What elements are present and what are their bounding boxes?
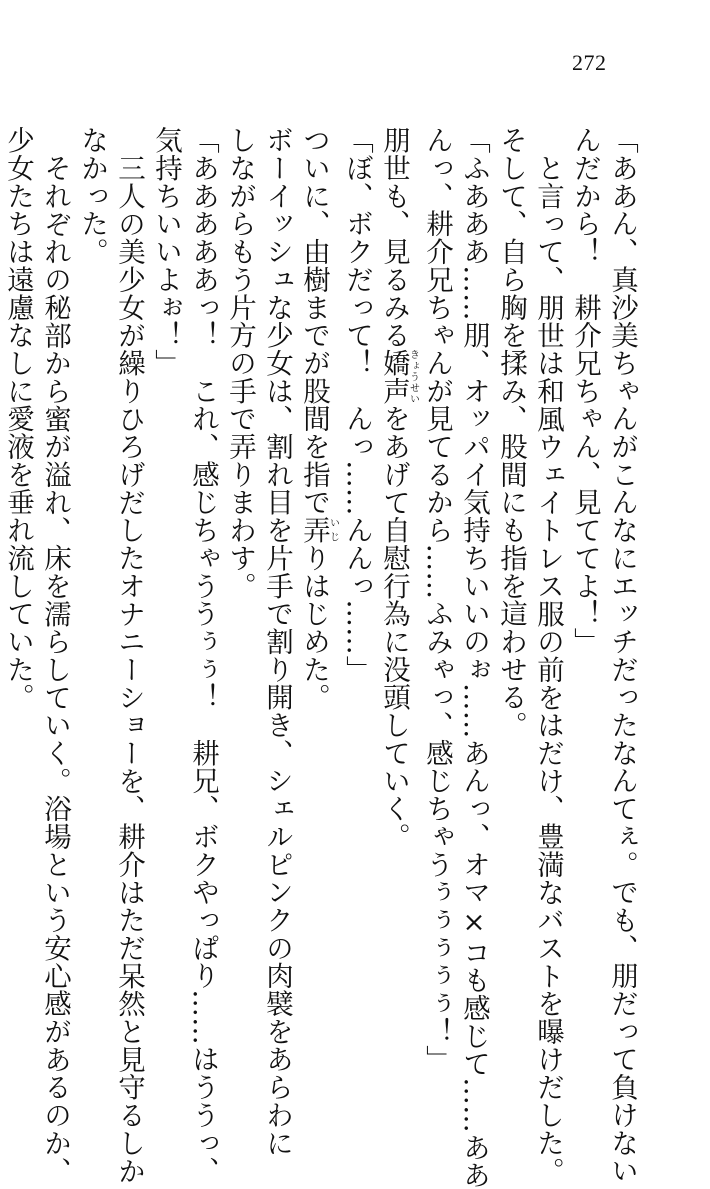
text-line: それぞれの秘部から蜜が溢れ、床を濡らしていく。浴場という安心感があるのか、 (39, 153, 71, 1184)
text-line: なかった。 (76, 126, 108, 266)
ruby-base: 弄 (298, 515, 330, 544)
text-line: 「あああああっ！ これ、感じちゃううぅぅ！ 耕兄、ボクやっぱり……はううっ、 (187, 126, 219, 1185)
text-line: 「ふあああ……朋、オッパイ気持ちいいのぉ……あんっ、オマ×コも感じて……ああ (458, 126, 490, 1189)
text-line: んっ、耕介兄ちゃんが見てるから……ふみゃっ、感じちゃうぅぅぅぅぅ！」 (421, 126, 453, 1073)
text-line: しながらもう片方の手で弄りまわす。 (224, 126, 256, 600)
text-line: 気持ちいいよぉ！」 (150, 126, 182, 377)
text-line (375, 126, 418, 1006)
text-segment: をあげて自慰行為に没頭していく。 (378, 404, 410, 851)
text-line: そして、自ら胸を揉み、股間にも指を這わせる。 (495, 126, 527, 739)
text-line: 「ぼ、ボクだって！ んっ……んんっ……」 (341, 126, 373, 683)
ruby-reading: いじ (327, 515, 339, 544)
text-line: 少女たちは遠慮なしに愛液を垂れ流していた。 (2, 126, 34, 711)
ruby-annotation (378, 348, 419, 405)
text-line: 三人の美少女が繰りひろげだしたオナニーショーを、耕介はただ呆然と見守るしか (113, 153, 145, 1184)
page-number: 272 (572, 50, 607, 75)
text-line (295, 126, 338, 1006)
ruby-base: 嬌声 (378, 348, 410, 405)
text-line: と言って、朋世は和風ウェイトレス服の前をはだけ、豊満なバストを曝けだした。 (532, 153, 564, 1184)
ruby-reading: きょうせい (407, 348, 419, 405)
text-segment: ついに、由樹までが股間を指で (298, 126, 330, 516)
text-line: んだから！ 耕介兄ちゃん、見ててよ！」 (569, 126, 601, 656)
vertical-text-body (2, 126, 640, 1189)
text-line: ボーイッシュな少女は、割れ目を片手で割り開き、シェルピンクの肉襞をあらわに (261, 126, 293, 1157)
text-segment: りはじめた。 (298, 543, 330, 711)
text-line: 「ああん、真沙美ちゃんがこんなにエッチだったなんてぇ。でも、朋だって負けない (606, 126, 638, 1185)
text-segment: 朋世も、見るみる (378, 126, 410, 349)
ruby-annotation (298, 515, 339, 544)
